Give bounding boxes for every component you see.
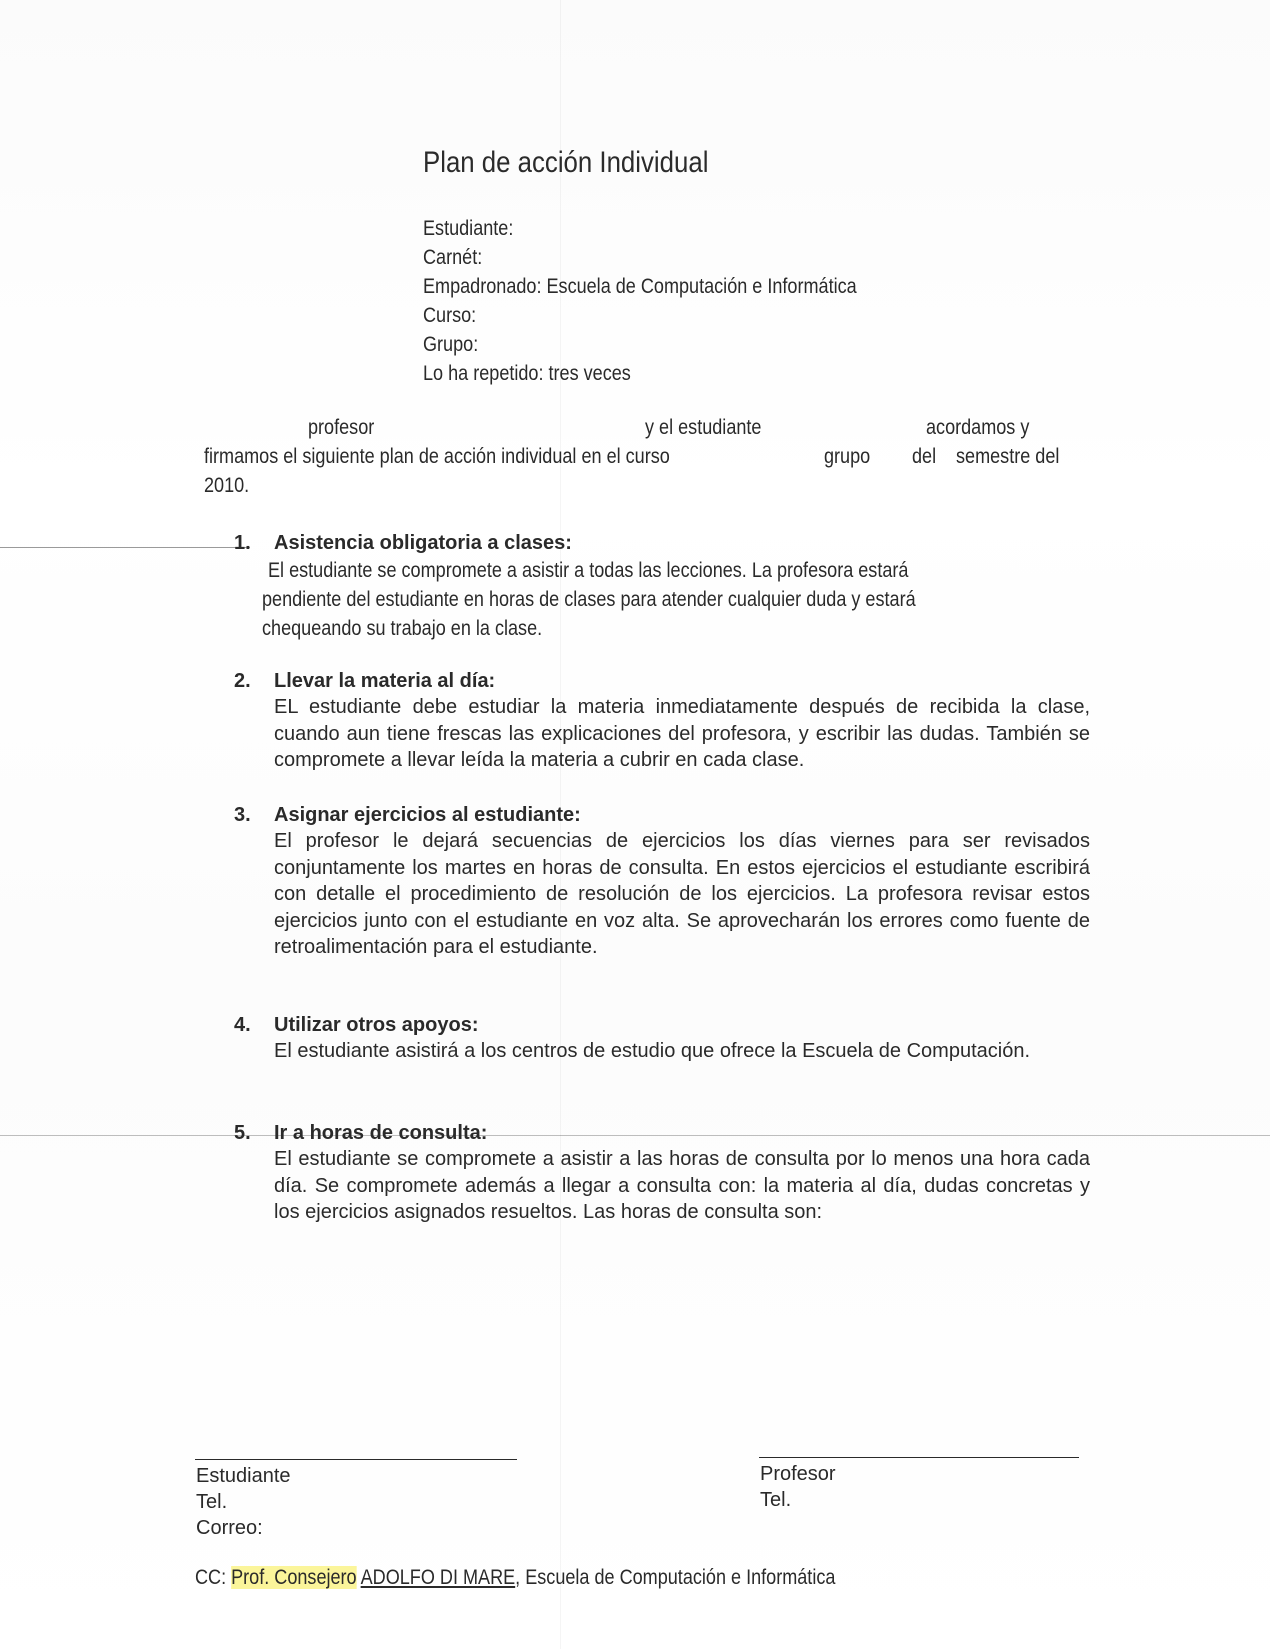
section-ejercicios — [234, 802, 1090, 961]
section-title: Asistencia obligatoria a clases: — [274, 532, 572, 554]
student-correo-label: Correo: — [196, 1517, 263, 1539]
section-heading — [234, 802, 1090, 828]
section-asistencia — [234, 530, 1054, 643]
section-line: El estudiante se compromete a asistir a todas las lecciones. La profesora estará — [268, 559, 909, 582]
student-info — [423, 214, 927, 388]
section-heading — [234, 1012, 1090, 1038]
section-number: 1. — [234, 532, 251, 554]
document-title: Plan de acción Individual — [423, 146, 709, 179]
section-materia — [234, 668, 1090, 774]
section-title: Llevar la materia al día: — [274, 670, 496, 692]
section-consulta — [234, 1120, 1090, 1226]
intro-del: del — [912, 445, 937, 468]
intro-acordamos: acordamos y — [926, 416, 1030, 439]
section-number: 2. — [234, 670, 251, 692]
cc-prefix: CC: — [195, 1566, 232, 1589]
section-heading — [234, 1120, 1090, 1146]
section-line: chequeando su trabajo en la clase. — [262, 617, 543, 640]
student-signature-line — [195, 1459, 517, 1460]
section-body: EL estudiante debe estudiar la materia inmediatamente después de recibida la clase, cuando aun tiene frescas las explicaciones del profesora, y escribir las dudas. También se compromete a llevar leída la materia a cubrir en cada clase. — [274, 696, 1090, 771]
empadronado-line: Empadronado: Escuela de Computación e Informática — [423, 275, 857, 298]
carnet-label: Carnét: — [423, 246, 483, 269]
grupo-label: Grupo: — [423, 333, 479, 356]
cc-line — [195, 1566, 835, 1590]
section-title: Ir a horas de consulta: — [274, 1122, 488, 1144]
section-title: Asignar ejercicios al estudiante: — [274, 804, 581, 826]
cc-title: Prof. Consejero — [231, 1566, 357, 1589]
section-line: pendiente del estudiante en horas de clases para atender cualquier duda y estará — [262, 588, 916, 611]
section-title: Utilizar otros apoyos: — [274, 1014, 479, 1036]
professor-signature-block — [760, 1461, 836, 1513]
intro-firmamos: firmamos el siguiente plan de acción individual en el curso — [204, 445, 670, 468]
student-signature-block — [196, 1463, 291, 1541]
section-body: El profesor le dejará secuencias de ejercicios los días viernes para ser revisados conjuntamente los martes en horas de consulta. En estos ejercicios el estudiante escribirá con detalle el procedimiento de resolución de los ejercicios. La profesora revisar estos ejercicios junto con el estudiante en voz alta. Se aprovecharán los errores como fuente de retroalimentación para el estudiante. — [274, 830, 1090, 958]
section-heading — [234, 530, 1054, 556]
curso-label: Curso: — [423, 304, 477, 327]
cc-name: ADOLFO DI MARE — [360, 1566, 516, 1589]
student-label: Estudiante: — [423, 217, 514, 240]
section-apoyos — [234, 1012, 1090, 1065]
section-body: El estudiante se compromete a asistir a las horas de consulta por lo menos una hora cada día. Se compromete además a llegar a consulta con: la materia al día, dudas concretas y los ejercicios asignados resueltos. Las horas de consulta son: — [274, 1148, 1090, 1223]
section-number: 3. — [234, 804, 251, 826]
repetido-line: Lo ha repetido: tres veces — [423, 362, 631, 385]
intro-semestre: semestre del — [956, 445, 1060, 468]
student-signature-label: Estudiante — [196, 1465, 291, 1487]
cc-suffix: , Escuela de Computación e Informática — [515, 1566, 836, 1589]
section-heading — [234, 668, 1090, 694]
professor-tel-label: Tel. — [760, 1489, 792, 1511]
intro-grupo: grupo — [824, 445, 871, 468]
fold-line-upper — [0, 547, 250, 548]
intro-year: 2010. — [204, 474, 250, 497]
professor-signature-label: Profesor — [760, 1463, 836, 1485]
professor-signature-line — [759, 1457, 1079, 1458]
student-tel-label: Tel. — [196, 1491, 228, 1513]
section-body — [262, 556, 1054, 643]
section-number: 5. — [234, 1122, 251, 1144]
section-number: 4. — [234, 1014, 251, 1036]
intro-profesor: profesor — [308, 416, 375, 439]
section-body: El estudiante asistirá a los centros de estudio que ofrece la Escuela de Computación. — [274, 1040, 1030, 1062]
intro-y-estudiante: y el estudiante — [645, 416, 762, 439]
